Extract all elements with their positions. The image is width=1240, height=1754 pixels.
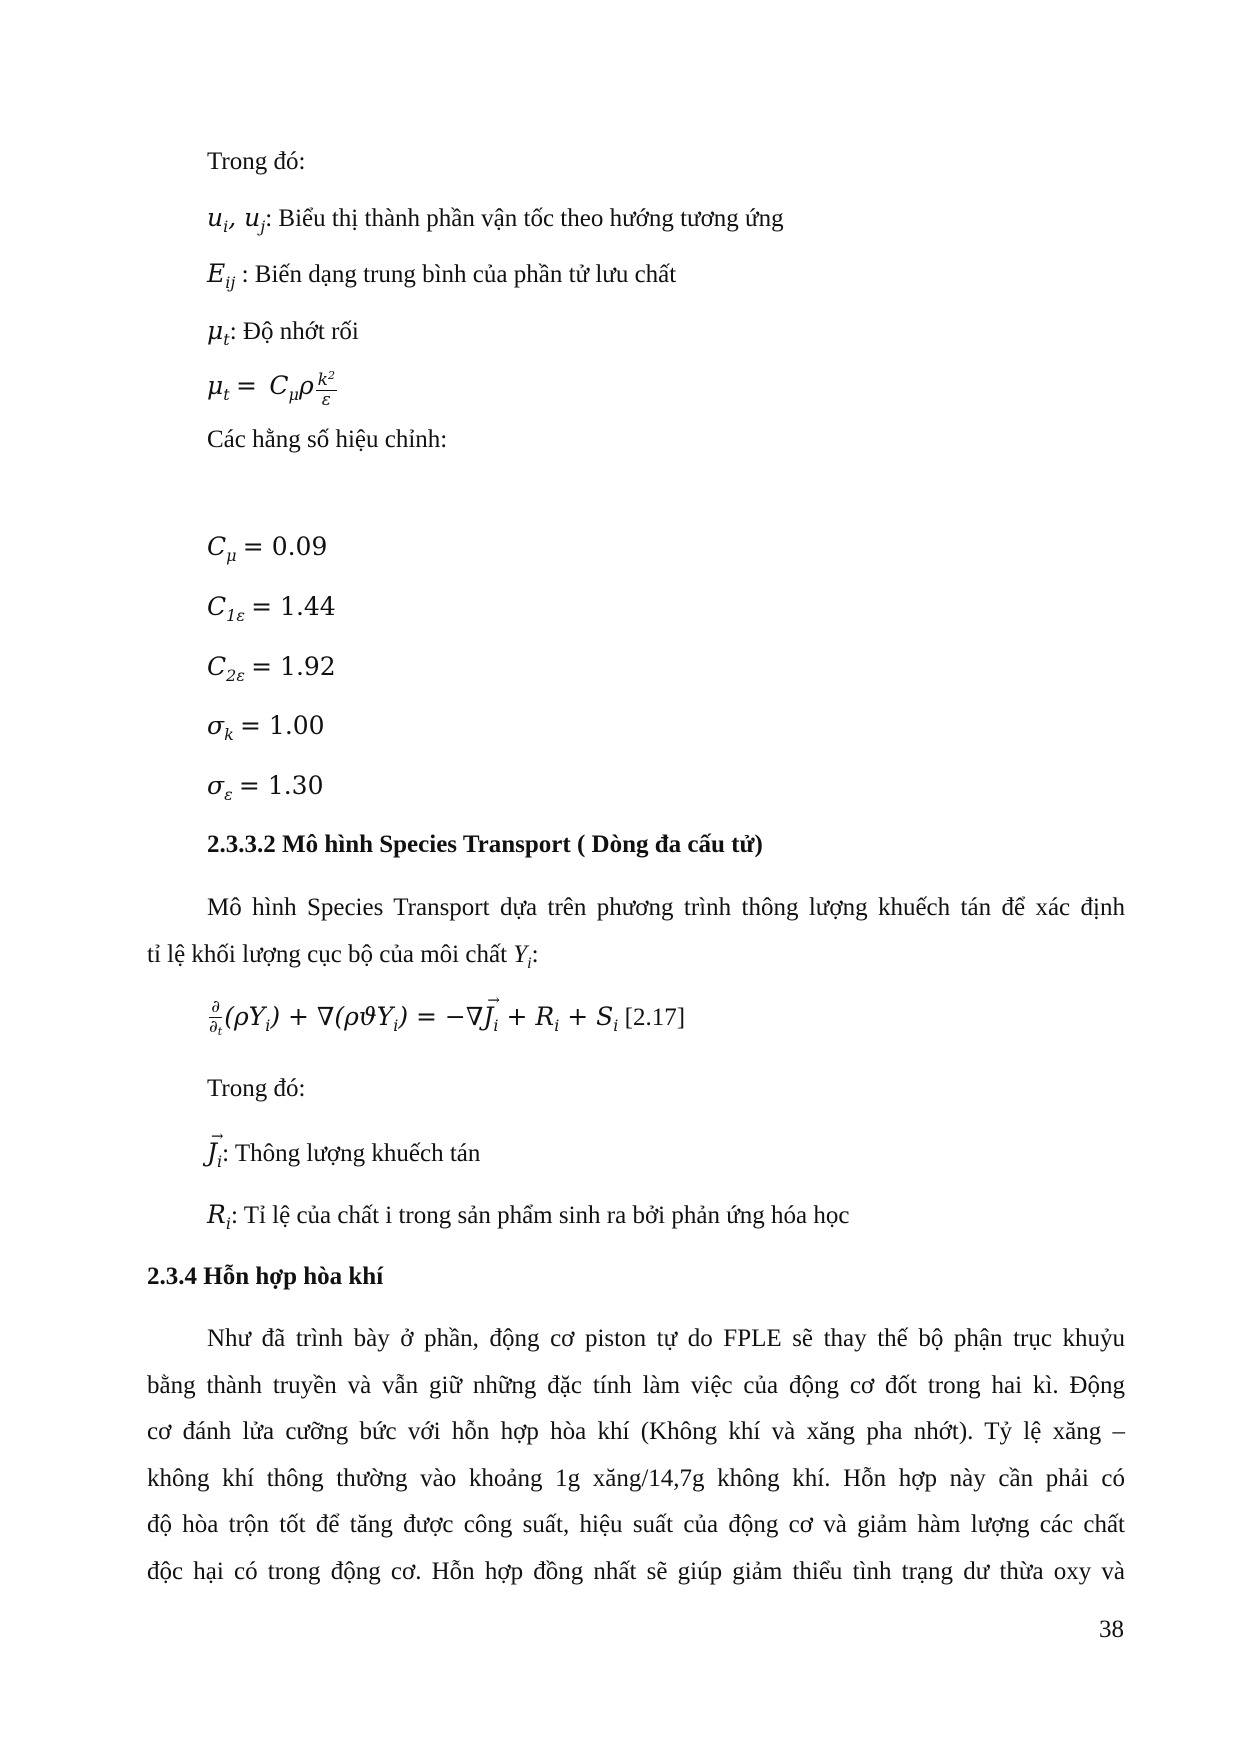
strain-definition: $E_{ij}$ : Biến dạng trung bình của phần tử lưu chất: [207, 259, 677, 292]
mu-t-symbol: $\mu_t$: [207, 316, 230, 349]
strain-symbol: $E_{ij}$: [207, 259, 236, 292]
velocity-symbols: $u_i$, $u_j$: [207, 203, 266, 236]
turbulent-viscosity-equation: $\mu_t = C_\mu\rho$ $\frac{k^2}{\varepsilon}$: [207, 362, 339, 419]
velocity-definition: $u_i$, $u_j$: Biểu thị thành phần vận tốc theo hướng tương ứng: [207, 203, 784, 236]
constant-c-1e: $C_{1\varepsilon} = 1.44$: [207, 592, 336, 625]
page-number: 38: [1099, 1616, 1124, 1643]
mixture-paragraph: Như đã trình bày ở phần, động cơ piston tự do FPLE sẽ thay thế bộ phận trục khuỷu bằng thành truyền và vẫn giữ những đặc tính làm việc của động cơ đốt trong hai kì. Động cơ đánh lửa cưỡng bức với hỗn hợp hòa khí (Không khí và xăng pha nhớt). Tỷ lệ xăng – không khí thông thường vào khoảng 1g xăng/14,7g không khí. Hỗn hợp này cần phải có độ hòa trộn tốt để tăng được công suất, hiệu suất của động cơ và giảm hàm lượng các chất độc hại có trong động cơ. Hỗn hợp đồng nhất sẽ giúp giảm thiểu tình trạng dư thừa oxy và: [147, 1325, 1125, 1585]
heading-2332: 2.3.3.2 Mô hình Species Transport ( Dòng đa cấu tử): [207, 831, 763, 858]
where-label-2: Trong đó:: [207, 1075, 306, 1102]
constants-intro: Các hằng số hiệu chỉnh:: [207, 426, 448, 453]
diffusion-flux-definition: → $J_i$: Thông lượng khuếch tán: [207, 1138, 480, 1177]
constant-sigma-k: $\sigma_k = 1.00$: [207, 711, 325, 744]
constant-c-2e: $C_{2\varepsilon} = 1.92$: [207, 652, 336, 685]
constant-sigma-e: $\sigma_\varepsilon = 1.30$: [207, 771, 324, 804]
species-transport-equation: $\frac{\partial}{\partial t}$ $(\rho Y_i) + \nabla(\rho ϑY_i)$ = −∇→ $J_i + R_i + S_i$ [2.17]: [207, 993, 685, 1050]
species-transport-paragraph: Mô hình Species Transport dựa trên phương trình thông lượng khuếch tán để xác định tỉ lệ khối lượng cục bộ của môi chất $Y_i$:: [147, 894, 1125, 972]
constant-c-mu: $C_\mu = 0.09$: [207, 532, 328, 565]
where-label-1: Trong đó:: [207, 148, 306, 175]
reaction-rate-definition: $R_i$: Tỉ lệ của chất i trong sản phẩm sinh ra bởi phản ứng hóa học: [207, 1200, 850, 1233]
heading-234: 2.3.4 Hỗn hợp hòa khí: [147, 1263, 384, 1290]
turbulent-viscosity-definition: $\mu_t$: Độ nhớt rối: [207, 316, 359, 349]
